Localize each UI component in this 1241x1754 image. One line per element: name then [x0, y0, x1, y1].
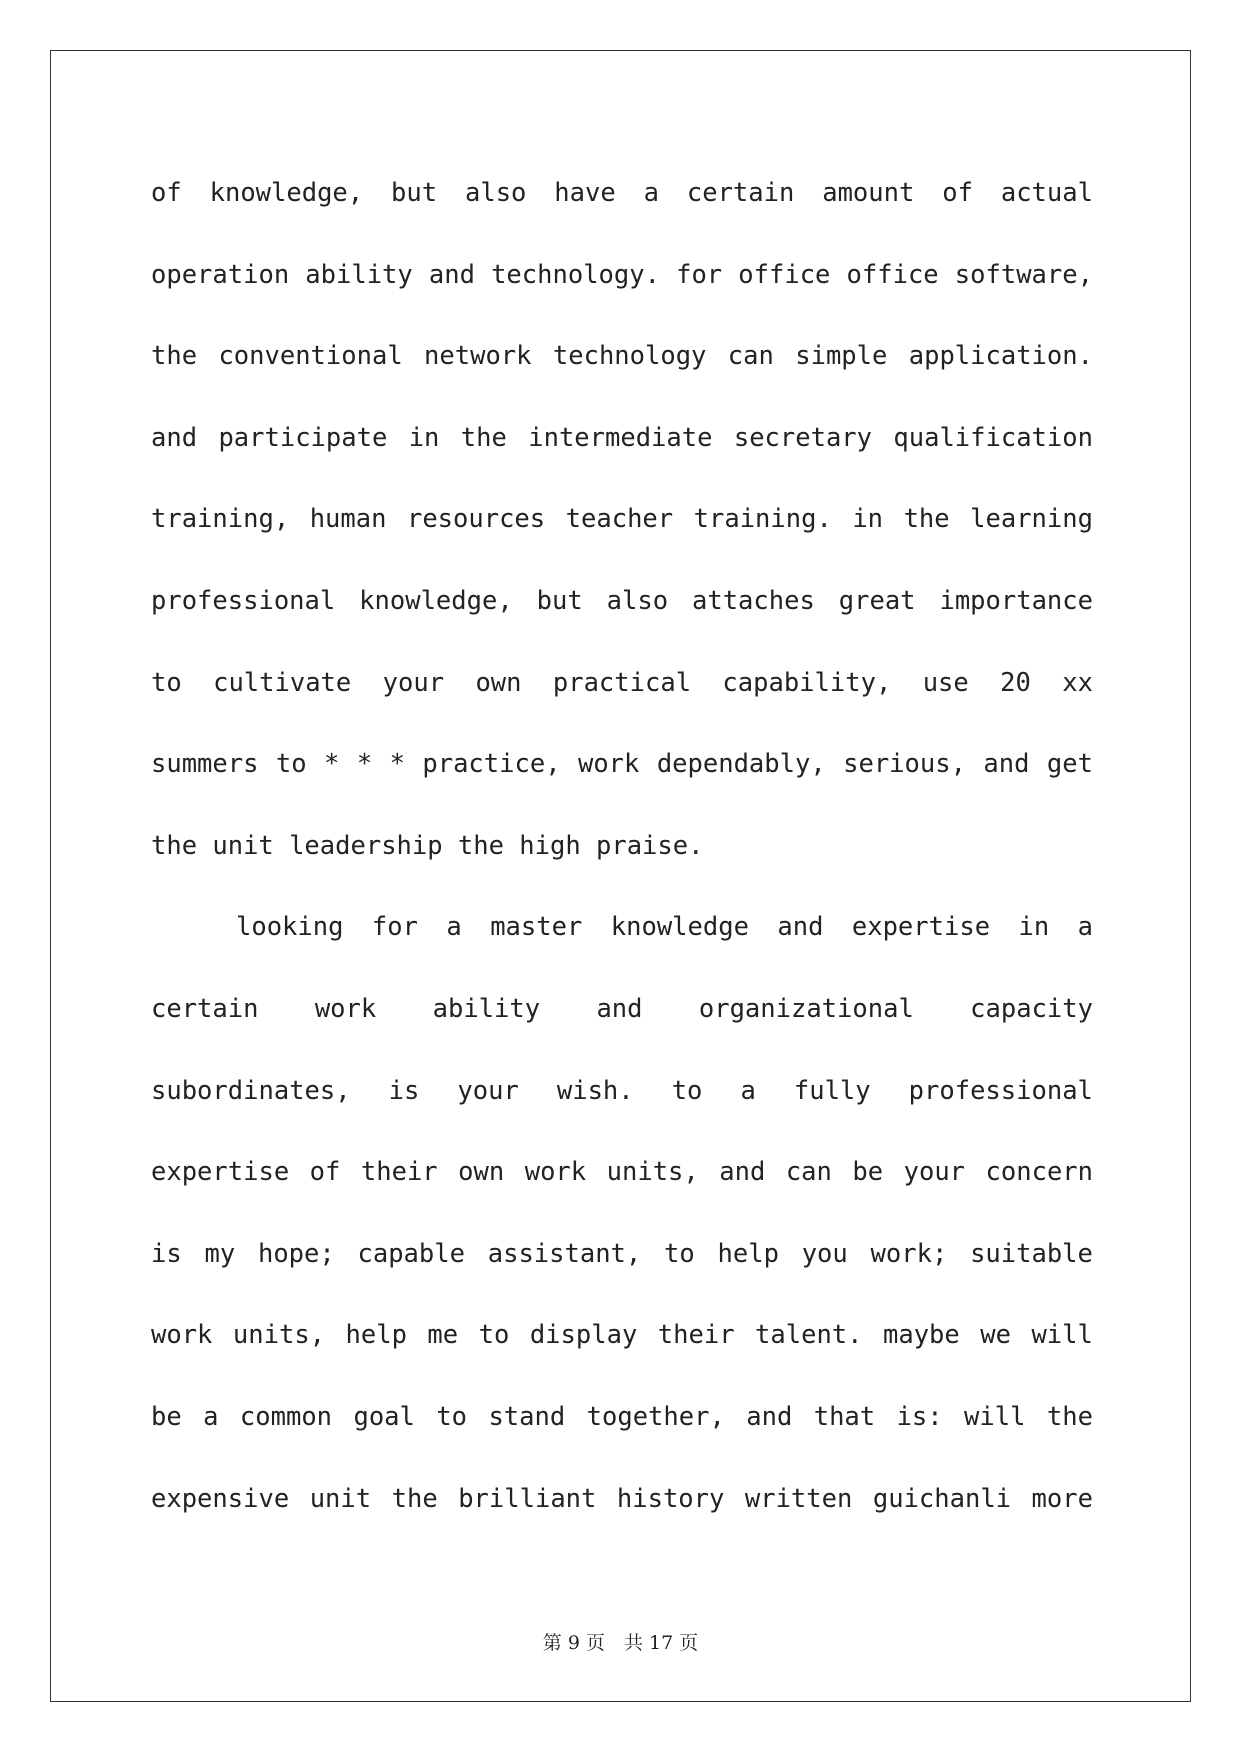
text-line: work units, help me to display their talent. maybe we will — [151, 1320, 1093, 1351]
text-line: and participate in the intermediate secretary qualification — [151, 422, 1093, 453]
text-line: the unit leadership the high praise. — [151, 830, 704, 861]
text-line: expensive unit the brilliant history written guichanli more — [151, 1483, 1093, 1514]
text-line: be a common goal to stand together, and that is: will the — [151, 1401, 1093, 1432]
text-line: is my hope; capable assistant, to help you work; suitable — [151, 1238, 1093, 1269]
text-line: summers to * * * practice, work dependably, serious, and get — [151, 749, 1093, 780]
page-number-footer: 第 9 页 共 17 页 — [542, 1632, 699, 1654]
text-line: certain work ability and organizational capacity — [151, 993, 1093, 1024]
text-line: operation ability and technology. for office office software, — [151, 259, 1093, 290]
text-line: training, human resources teacher training. in the learning — [151, 504, 1093, 535]
text-line: looking for a master knowledge and expertise in a — [236, 912, 1093, 943]
text-line: of knowledge, but also have a certain amount of actual — [151, 178, 1093, 208]
document-body — [151, 157, 1093, 1544]
text-line: the conventional network technology can simple application. — [151, 341, 1093, 372]
text-line: expertise of their own work units, and can be your concern — [151, 1157, 1093, 1188]
text-line: subordinates, is your wish. to a fully professional — [151, 1075, 1093, 1106]
text-line: professional knowledge, but also attaches great importance — [151, 585, 1093, 616]
text-line: to cultivate your own practical capability, use 20 xx — [151, 667, 1093, 698]
